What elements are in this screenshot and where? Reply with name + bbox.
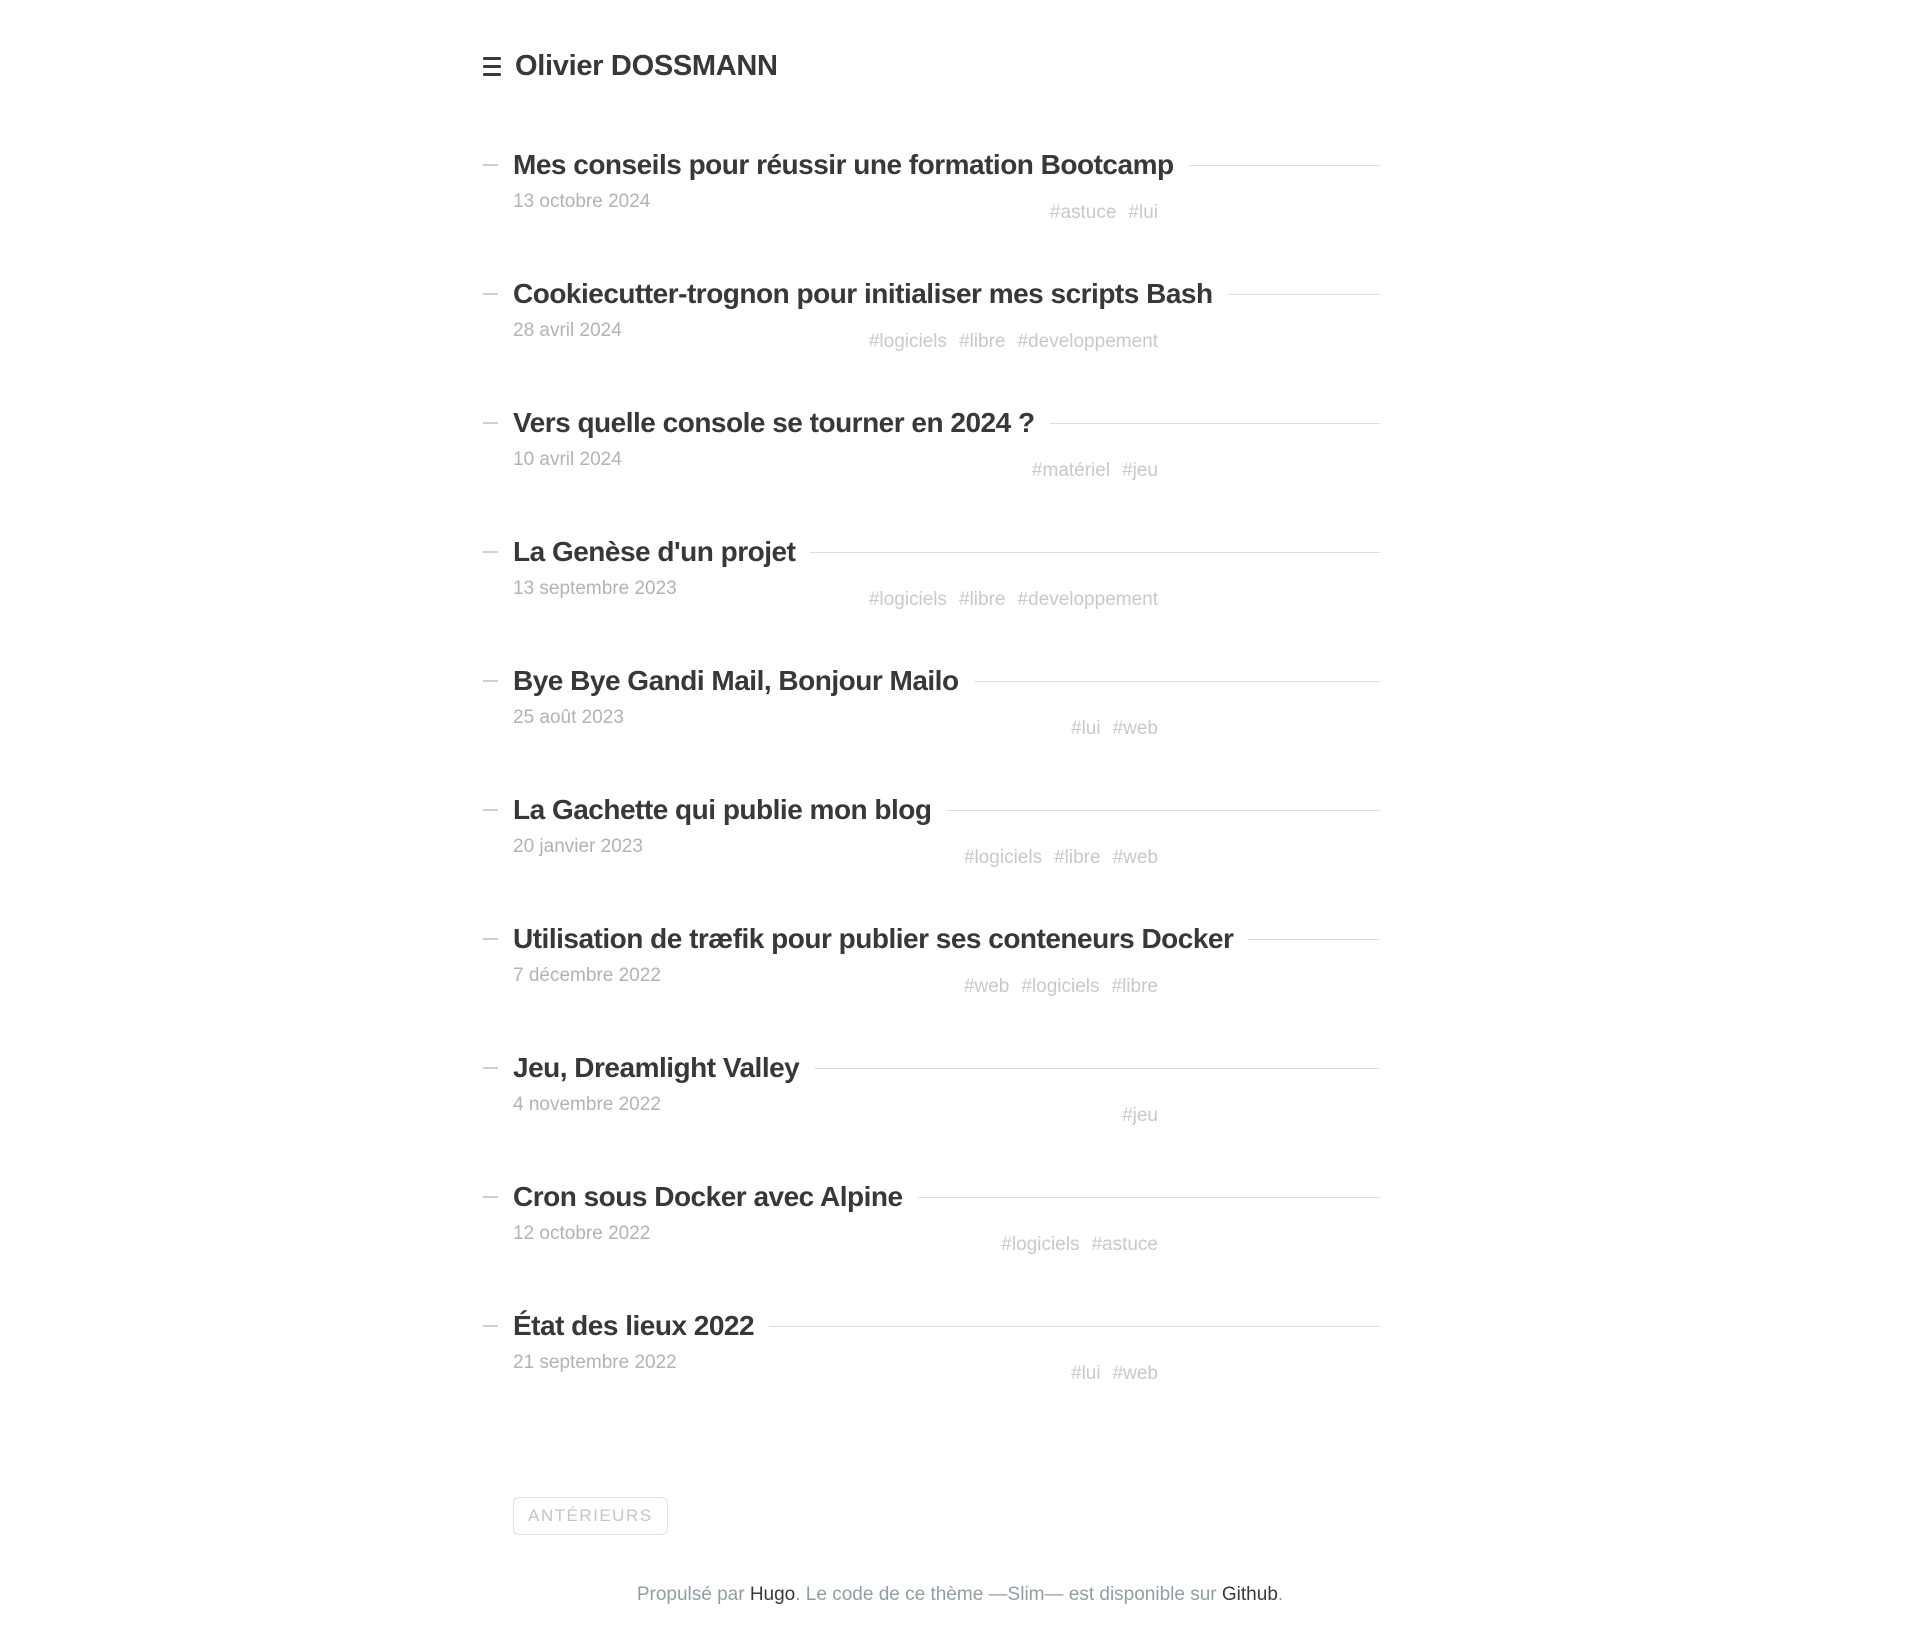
title-rule-line bbox=[947, 810, 1380, 811]
title-dash-line bbox=[483, 809, 498, 811]
main-content bbox=[483, 0, 1380, 1535]
post-title bbox=[513, 1052, 799, 1084]
post-title-link[interactable]: Vers quelle console se tourner en 2024 ? bbox=[513, 407, 1035, 438]
post-tags bbox=[964, 845, 1158, 871]
post-tags bbox=[1071, 716, 1158, 742]
post-tag-link[interactable]: #logiciels bbox=[868, 589, 948, 610]
post-tag-link[interactable]: #jeu bbox=[1122, 1105, 1158, 1126]
post-list-item bbox=[483, 532, 1380, 661]
post-tags bbox=[869, 329, 1158, 355]
post-tag-link[interactable]: #logiciels bbox=[868, 331, 948, 352]
site-title-link[interactable]: Olivier DOSSMANN bbox=[515, 49, 778, 82]
post-tags bbox=[1071, 1361, 1158, 1387]
post-tag-link[interactable]: #jeu bbox=[1122, 460, 1158, 481]
post-list-item bbox=[483, 790, 1380, 919]
title-rule-line bbox=[1228, 294, 1380, 295]
hugo-link[interactable]: Hugo bbox=[749, 1584, 796, 1605]
post-tags bbox=[964, 974, 1158, 1000]
post-list-item bbox=[483, 1306, 1380, 1435]
title-rule-line bbox=[918, 1197, 1380, 1198]
post-meta bbox=[513, 1221, 1380, 1306]
post-list-item bbox=[483, 919, 1380, 1048]
title-dash-line bbox=[483, 1325, 498, 1327]
post-title bbox=[513, 1181, 903, 1213]
post-tag-link[interactable]: #lui bbox=[1128, 202, 1158, 223]
post-date: 12 octobre 2022 bbox=[513, 1223, 651, 1244]
post-title-row bbox=[483, 661, 1380, 701]
github-link[interactable]: Github bbox=[1221, 1584, 1278, 1605]
post-date: 13 septembre 2023 bbox=[513, 578, 677, 599]
post-date: 25 août 2023 bbox=[513, 707, 624, 728]
post-tag-link[interactable]: #lui bbox=[1071, 718, 1101, 739]
post-tags bbox=[1122, 1103, 1158, 1129]
post-meta bbox=[513, 576, 1380, 661]
post-title bbox=[513, 536, 795, 568]
title-rule-line bbox=[1189, 165, 1380, 166]
title-dash-line bbox=[483, 551, 498, 553]
pagination bbox=[513, 1497, 1380, 1535]
post-title bbox=[513, 923, 1233, 955]
post-list-item bbox=[483, 145, 1380, 274]
post-title-link[interactable]: Mes conseils pour réussir une formation Bootcamp bbox=[513, 149, 1174, 180]
post-tag-link[interactable]: #lui bbox=[1071, 1363, 1101, 1384]
post-date: 21 septembre 2022 bbox=[513, 1352, 677, 1373]
post-date: 4 novembre 2022 bbox=[513, 1094, 661, 1115]
post-title-link[interactable]: Cookiecutter-trognon pour initialiser mes scripts Bash bbox=[513, 278, 1213, 309]
title-dash-line bbox=[483, 293, 498, 295]
post-tag-link[interactable]: #libre bbox=[959, 589, 1006, 610]
title-rule-line bbox=[769, 1326, 1380, 1327]
post-list bbox=[483, 145, 1380, 1435]
post-tags bbox=[869, 587, 1158, 613]
post-tag-link[interactable]: #web bbox=[1112, 1363, 1158, 1384]
post-title bbox=[513, 794, 932, 826]
post-tag-link[interactable]: #libre bbox=[1054, 847, 1101, 868]
post-tags bbox=[1032, 458, 1158, 484]
post-title-link[interactable]: La Genèse d'un projet bbox=[513, 536, 796, 567]
title-dash-line bbox=[483, 1067, 498, 1069]
post-list-item bbox=[483, 403, 1380, 532]
older-posts-button[interactable]: ANTÉRIEURS bbox=[513, 1497, 668, 1535]
post-title-row bbox=[483, 145, 1380, 185]
post-tag-link[interactable]: #web bbox=[1112, 847, 1158, 868]
hamburger-bar bbox=[483, 73, 501, 76]
post-tag-link[interactable]: #developpement bbox=[1017, 331, 1158, 352]
post-tag-link[interactable]: #web bbox=[963, 976, 1010, 997]
post-title-link[interactable]: État des lieux 2022 bbox=[513, 1310, 755, 1341]
post-list-item bbox=[483, 1177, 1380, 1306]
post-meta bbox=[513, 963, 1380, 1048]
footer-period: . bbox=[1277, 1584, 1284, 1605]
post-title bbox=[513, 665, 959, 697]
title-dash-line bbox=[483, 164, 498, 166]
post-tag-link[interactable]: #logiciels bbox=[1021, 976, 1100, 997]
post-tag-link[interactable]: #libre bbox=[959, 331, 1006, 352]
post-title bbox=[513, 407, 1035, 439]
post-tag-link[interactable]: #matériel bbox=[1031, 460, 1111, 481]
post-title bbox=[513, 278, 1213, 310]
post-date: 7 décembre 2022 bbox=[513, 965, 661, 986]
post-tags bbox=[1001, 1232, 1158, 1258]
hamburger-menu-icon[interactable] bbox=[483, 57, 501, 76]
post-title-row bbox=[483, 403, 1380, 443]
post-meta bbox=[513, 1092, 1380, 1177]
post-title-row bbox=[483, 919, 1380, 959]
post-title-link[interactable]: Jeu, Dreamlight Valley bbox=[513, 1052, 800, 1083]
title-dash-line bbox=[483, 422, 498, 424]
post-title-link[interactable]: La Gachette qui publie mon blog bbox=[513, 794, 932, 825]
post-title-link[interactable]: Bye Bye Gandi Mail, Bonjour Mailo bbox=[513, 665, 959, 696]
post-title-row bbox=[483, 1177, 1380, 1217]
post-tag-link[interactable]: #astuce bbox=[1049, 202, 1117, 223]
post-date: 28 avril 2024 bbox=[513, 320, 622, 341]
post-list-item bbox=[483, 661, 1380, 790]
footer-theme-text: . Le code de ce thème —Slim— est disponible sur bbox=[795, 1584, 1222, 1605]
site-footer bbox=[0, 1582, 1920, 1608]
post-tag-link[interactable]: #developpement bbox=[1017, 589, 1158, 610]
post-tag-link[interactable]: #astuce bbox=[1091, 1234, 1158, 1255]
post-date: 20 janvier 2023 bbox=[513, 836, 643, 857]
title-dash-line bbox=[483, 938, 498, 940]
post-title-row bbox=[483, 790, 1380, 830]
title-dash-line bbox=[483, 1196, 498, 1198]
site-header bbox=[483, 46, 1380, 86]
post-meta bbox=[513, 447, 1380, 532]
title-dash-line bbox=[483, 680, 498, 682]
title-rule-line bbox=[1050, 423, 1380, 424]
post-title-row bbox=[483, 274, 1380, 314]
post-tag-link[interactable]: #logiciels bbox=[1001, 1234, 1080, 1255]
post-title-link[interactable]: Utilisation de træfik pour publier ses conteneurs Docker bbox=[513, 923, 1234, 954]
post-title-row bbox=[483, 1048, 1380, 1088]
post-list-item bbox=[483, 1048, 1380, 1177]
post-meta bbox=[513, 834, 1380, 919]
post-tags bbox=[1050, 200, 1158, 226]
post-date: 10 avril 2024 bbox=[513, 449, 622, 470]
post-date: 13 octobre 2024 bbox=[513, 191, 651, 212]
post-tag-link[interactable]: #libre bbox=[1111, 976, 1158, 997]
title-rule-line bbox=[814, 1068, 1380, 1069]
post-title bbox=[513, 1310, 754, 1342]
post-meta bbox=[513, 318, 1380, 403]
post-meta bbox=[513, 1350, 1380, 1435]
title-rule-line bbox=[810, 552, 1380, 553]
post-title-row bbox=[483, 532, 1380, 572]
post-title bbox=[513, 149, 1174, 181]
title-rule-line bbox=[1248, 939, 1380, 940]
post-list-item bbox=[483, 274, 1380, 403]
post-meta bbox=[513, 189, 1380, 274]
title-rule-line bbox=[974, 681, 1380, 682]
post-tag-link[interactable]: #web bbox=[1112, 718, 1158, 739]
hamburger-bar bbox=[483, 57, 501, 60]
post-meta bbox=[513, 705, 1380, 790]
post-tag-link[interactable]: #logiciels bbox=[963, 847, 1043, 868]
hamburger-bar bbox=[483, 65, 501, 68]
post-title-row bbox=[483, 1306, 1380, 1346]
post-title-link[interactable]: Cron sous Docker avec Alpine bbox=[513, 1181, 903, 1212]
footer-powered-text: Propulsé par bbox=[636, 1584, 750, 1605]
